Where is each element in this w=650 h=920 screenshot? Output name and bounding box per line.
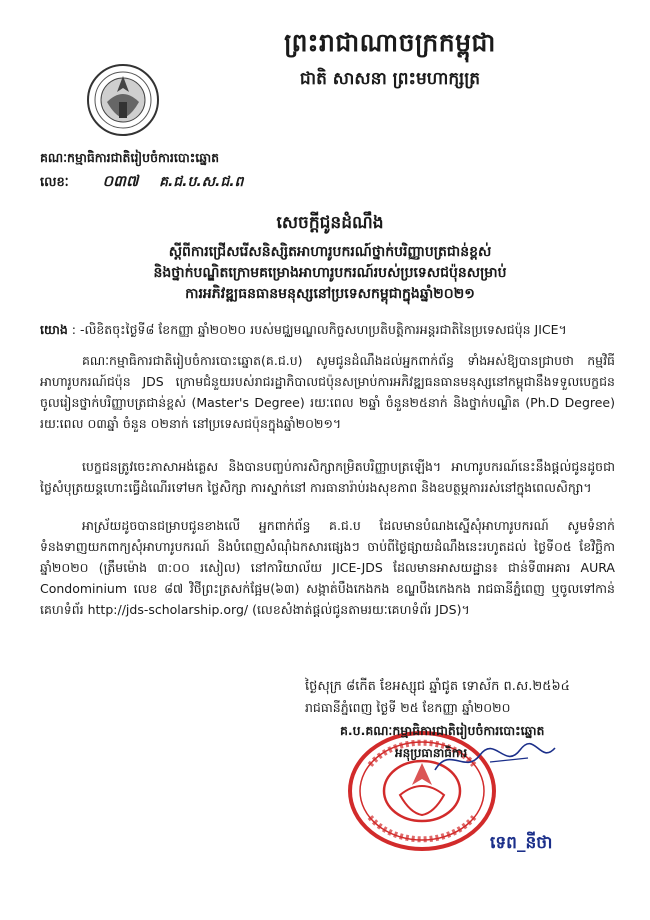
paragraph-2-text: បេក្ខជនត្រូវចេះភាសាអង់គ្លេស និងបានបញ្ចប់ការសិក្សាកម្រិតបរិញ្ញាបត្រឡើង។ អាហារូបករណ៍នេះនឹងផ្តល់ជូនដូចជា ថ្លៃសំបុត្រយន្តហោះធ្វើដំណើរទៅមក ថ្លៃសិក្សា ការស្នាក់នៅ ការធានារ៉ាប់រងសុខភាព និងឧបត្ថម្ភការរស់នៅក្នុងពេលសិក្សា។ bbox=[40, 459, 615, 495]
reference-label: លេខៈ bbox=[40, 175, 69, 190]
basis-text: : -លិខិតចុះថ្ងៃទី៨ ខែកញ្ញា ឆ្នាំ២០២០ របស់មជ្ឈមណ្ឌលកិច្ចសហប្រតិបត្តិការអន្តរជាតិនៃប្រទេសជប៉ុន JICE។ bbox=[71, 322, 567, 337]
basis-reference bbox=[40, 322, 620, 341]
paragraph-3 bbox=[40, 515, 615, 620]
notice-subtitle-line-3: ការអភិវឌ្ឍធនធានមនុស្សនៅប្រទេសកម្ពុជាក្នុងឆ្នាំ២០២១ bbox=[185, 286, 475, 302]
ministry-name: គណៈកម្មាធិការជាតិរៀបចំការបោះឆ្នោត bbox=[40, 150, 220, 165]
handwritten-signature-icon bbox=[430, 740, 560, 780]
kingdom-header bbox=[240, 28, 540, 93]
kingdom-title: ព្រះរាជាណាចក្រកម្ពុជា bbox=[284, 28, 496, 57]
signer-name: ទេព_នីថា bbox=[490, 833, 553, 853]
reference-code: គ.ជ.ប.ស.ជ.ព bbox=[159, 174, 244, 190]
paragraph-1 bbox=[40, 350, 615, 434]
basis-label: យោង bbox=[40, 322, 68, 337]
signing-organization: គ.ប.គណៈកម្មាធិការជាតិរៀបចំការបោះឆ្នោត bbox=[340, 723, 545, 738]
notice-subtitle-line-1: ស្តីពីការជ្រើសរើសនិស្សិតអាហារូបករណ៍ថ្នាក់បរិញ្ញាបត្រជាន់ខ្ពស់ bbox=[168, 244, 492, 260]
notice-title bbox=[50, 212, 610, 305]
notice-subtitle-line-2: និងថ្នាក់បណ្ឌិតក្រោមគម្រោងអាហារូបករណ៍របស់ប្រទេសជប៉ុនសម្រាប់ bbox=[153, 265, 507, 281]
national-motto: ជាតិ សាសនា ព្រះមហាក្សត្រ bbox=[299, 69, 481, 89]
paragraph-3-text: អាស្រ័យដូចបានជម្រាបជូនខាងលើ អ្នកពាក់ព័ន្ធ គ.ជ.ប ដែលមានបំណងស្នើសុំអាហារូបករណ៍ សូមទំនាក់ទំនងទាញយកពាក្យសុំអាហារូបករណ៍ និងបំពេញសំណុំឯកសារផ្សេងៗ ចាប់ពីថ្ងៃផ្សាយដំណឹងនេះរហូតដល់ ថ្ងៃទី០៥ ខែវិច្ឆិកា ឆ្នាំ២០២០ (ត្រឹមម៉ោង ៣:០០ រសៀល) នៅការិយាល័យ JICE-JDS ដែលមានអាសយដ្ឋាន៖ ជាន់ទី៣អគារ AURA Condominium លេខ ៨៧ វិថីព្រះត្រសក់ផ្អែម(៦៣) សង្កាត់បឹងកេងកង ខណ្ឌបឹងកេងកង រាជធានីភ្នំពេញ ឬចូលទៅកាន់គេហទំព័រ http://jds-scholarship.org/ (លេខសំងាត់ផ្តល់ជូនតាមរយៈគេហទំព័រ JDS)។ bbox=[40, 518, 615, 617]
reference-number bbox=[40, 172, 243, 194]
notice-heading: សេចក្តីជូនដំណឹង bbox=[276, 213, 384, 233]
nec-emblem-logo bbox=[85, 62, 161, 138]
solar-date: រាជធានីភ្នំពេញ ថ្ងៃទី ២៥ ខែកញ្ញា ឆ្នាំ២០២០ bbox=[305, 700, 511, 715]
paragraph-1-text: គណៈកម្មាធិការជាតិរៀបចំការបោះឆ្នោត(គ.ជ.ប) សូមជូនដំណឹងដល់អ្នកពាក់ព័ន្ធ ទាំងអស់ឱ្យបានជ្រាបថា កម្មវិធីអាហារូបករណ៍ជប៉ុន JDS ក្រោមជំនួយរបស់រាជរដ្ឋាភិបាលជប៉ុនសម្រាប់ការអភិវឌ្ឍធនធានមនុស្សនៅកម្ពុជានឹងទទួលបេក្ខជនចូលរៀនថ្នាក់បរិញ្ញាបត្រជាន់ខ្ពស់ (Master's Degree) រយៈពេល ២ឆ្នាំ ចំនួន២៥នាក់ និងថ្នាក់បណ្ឌិត (Ph.D Degree) រយៈពេល ០៣ឆ្នាំ ចំនួន ០២នាក់ នៅប្រទេសជប៉ុនក្នុងឆ្នាំ២០២១។ bbox=[40, 353, 615, 431]
lunar-date: ថ្ងៃសុក្រ ៨កើត ខែអស្សុជ ឆ្នាំជូត ទោស័ក ព.ស.២៥៦៤ bbox=[305, 679, 570, 694]
reference-value: ០៣៧ bbox=[102, 172, 139, 190]
paragraph-2 bbox=[40, 456, 615, 498]
signer-role: អនុប្រធានាធិការ bbox=[395, 746, 468, 760]
